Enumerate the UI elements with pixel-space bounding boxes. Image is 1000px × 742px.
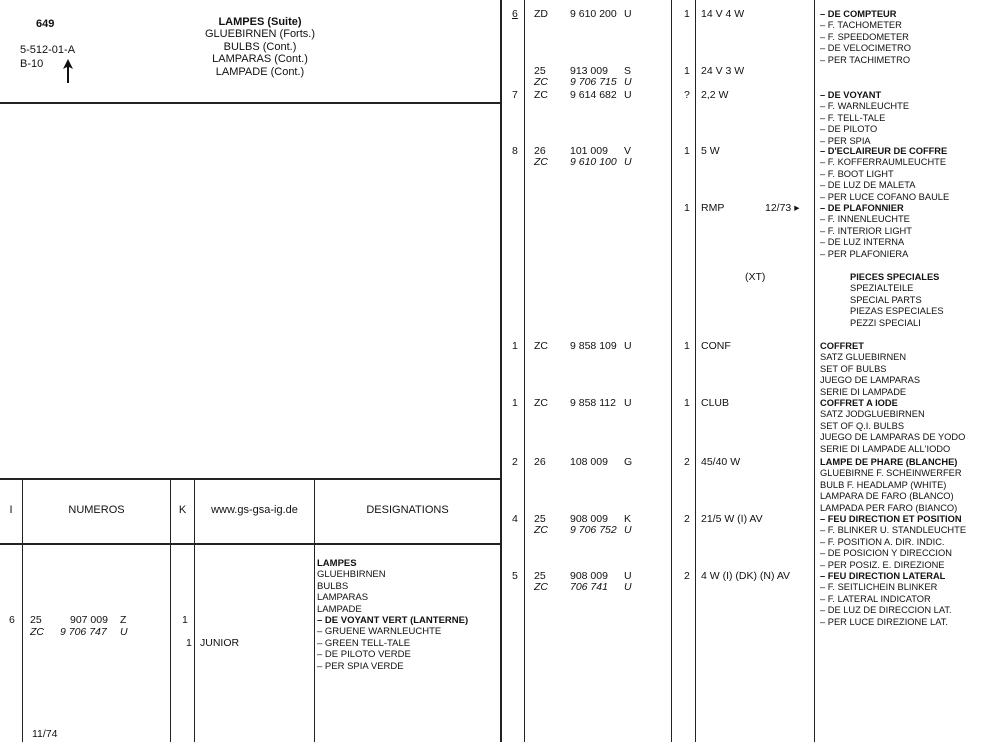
designation-line: – DE POSICION Y DIRECCION	[820, 548, 952, 559]
part-prefix: 26	[534, 145, 546, 157]
part-suffix: U	[624, 76, 632, 88]
part-prefix: ZC	[30, 626, 44, 638]
designation-block	[820, 514, 966, 571]
spec-label: (XT)	[745, 271, 766, 283]
part-prefix: ZC	[534, 89, 548, 101]
designation-line: – F. INNENLEUCHTE	[820, 214, 910, 225]
entry-index: 2	[512, 456, 518, 468]
part-number: 908 009	[570, 570, 608, 582]
part-prefix: 25	[534, 570, 546, 582]
part-number: 9 858 112	[570, 397, 616, 409]
header-divider	[0, 102, 501, 104]
spec-label: 14 V 4 W	[701, 8, 745, 20]
part-suffix: U	[624, 156, 632, 168]
designation-line: SATZ JODGLUEBIRNEN	[820, 409, 925, 420]
designation-line: – F. BOOT LIGHT	[820, 168, 894, 179]
designation-line: JUEGO DE LAMPARAS DE YODO	[820, 432, 966, 443]
part-number: 9 706 715	[570, 76, 617, 88]
designation-line: – PER TACHIMETRO	[820, 54, 911, 65]
ref-b: B-10	[20, 58, 44, 70]
designation-line: SPEZIALTEILE	[850, 283, 914, 294]
designation-block	[820, 341, 920, 398]
spec-label: 45/40 W	[701, 456, 741, 468]
designation-line: – GREEN TELL-TALE	[317, 637, 411, 649]
quantity: 2	[684, 456, 690, 468]
designation-line: – PER PLAFONIERA	[820, 248, 909, 259]
designation-line: PIEZAS ESPECIALES	[850, 306, 944, 317]
entry-index: 1	[512, 340, 518, 352]
section-title	[160, 16, 360, 78]
designation-block	[317, 558, 468, 672]
part-suffix: U	[624, 581, 632, 593]
col-divider-model-right	[814, 0, 815, 742]
part-suffix: V	[624, 145, 632, 157]
designation-line: – F. POSITION A. DIR. INDIC.	[820, 536, 945, 547]
arrow-up-icon	[62, 58, 74, 84]
title-line: LAMPADE (Cont.)	[215, 65, 305, 78]
designation-line: COFFRET	[820, 341, 864, 351]
part-number: 9 610 200	[570, 8, 617, 20]
designation-block	[820, 146, 949, 203]
designation-line: LAMPADE	[317, 603, 362, 615]
website-link[interactable]: www.gs-gsa-ig.de	[211, 504, 298, 516]
designation-line: – F. WARNLEUCHTE	[820, 101, 910, 112]
title-line: GLUEBIRNEN (Forts.)	[204, 28, 315, 41]
entry-index: 7	[512, 89, 518, 101]
part-number: 9 858 109	[570, 340, 617, 352]
designation-line: – DE LUZ DE DIRECCION LAT.	[820, 605, 952, 616]
designation-block	[820, 90, 909, 147]
designation-line: – DE COMPTEUR	[820, 9, 897, 19]
part-number: 706 741	[570, 581, 608, 593]
part-prefix: ZC	[534, 76, 548, 88]
part-prefix: ZC	[534, 397, 548, 409]
part-prefix: ZC	[534, 581, 548, 593]
title-line: BULBS (Cont.)	[223, 40, 297, 53]
quantity: ?	[684, 89, 690, 101]
spec-label: 2,2 W	[701, 89, 729, 101]
designation-line: – F. KOFFERRAUMLEUCHTE	[820, 157, 947, 168]
part-number: 9 610 100	[570, 156, 617, 168]
quantity: 1	[684, 397, 690, 409]
col-divider-i	[22, 478, 23, 742]
designation-line: – F. TACHOMETER	[820, 20, 902, 31]
part-number: 9 706 747	[60, 626, 107, 638]
col-divider-numeros-right	[671, 0, 672, 742]
designation-block	[820, 9, 911, 66]
part-suffix: U	[624, 524, 632, 536]
footer-date: 11/74	[32, 728, 58, 740]
part-number: 108 009	[570, 456, 608, 468]
col-header-k: K	[178, 504, 187, 516]
designation-line: SATZ GLUEBIRNEN	[820, 352, 907, 363]
part-prefix: 26	[534, 456, 546, 468]
designation-line: – DE PILOTO VERDE	[317, 649, 411, 661]
part-number: 913 009	[570, 65, 608, 77]
spec-label: 4 W (I) (DK) (N) AV	[701, 570, 791, 582]
col-divider-k	[194, 478, 195, 742]
designation-line: – F. LATERAL INDICATOR	[820, 593, 931, 604]
ref-code: 5-512-01-A	[20, 44, 76, 56]
spec-label: CLUB	[701, 397, 730, 409]
part-suffix: U	[624, 570, 632, 582]
designation-line: GLUEBIRNE F. SCHEINWERFER	[820, 468, 962, 479]
col-header-designations: DESIGNATIONS	[366, 504, 449, 516]
part-prefix: ZC	[534, 524, 548, 536]
page-number: 649	[36, 18, 55, 30]
table-header-bottom-line	[0, 543, 501, 545]
spec-label: 21/5 W (I) AV	[701, 513, 763, 525]
designation-line: LAMPADA PER FARO (BIANCO)	[820, 502, 958, 513]
designation-line: LAMPES	[317, 558, 357, 569]
designation-line: – PER SPIA VERDE	[317, 660, 404, 672]
designation-line: – PER SPIA	[820, 135, 871, 146]
part-suffix: U	[624, 89, 632, 101]
designation-line: JUEGO DE LAMPARAS	[820, 375, 921, 386]
left-page-right-border	[500, 0, 502, 742]
designation-line: LAMPARA DE FARO (BLANCO)	[820, 491, 954, 502]
model-label: JUNIOR	[200, 637, 240, 649]
col-divider-i-right	[524, 0, 525, 742]
designation-line: – DE LUZ DE MALETA	[820, 180, 916, 191]
designation-line: LAMPE DE PHARE (BLANCHE)	[820, 457, 958, 467]
part-number: 907 009	[70, 614, 108, 626]
part-suffix: G	[624, 456, 633, 468]
designation-line: SERIE DI LAMPADE	[820, 386, 907, 397]
designation-line: SPECIAL PARTS	[850, 294, 922, 305]
quantity: 2	[684, 570, 690, 582]
designation-line: SET OF BULBS	[820, 363, 887, 374]
spec-label: 5 W	[701, 145, 720, 157]
designation-line: – DE VOYANT	[820, 90, 882, 100]
entry-index: 1	[512, 397, 518, 409]
designation-line: – F. BLINKER U. STANDLEUCHTE	[820, 525, 967, 536]
quantity: 1	[684, 340, 690, 352]
part-suffix: S	[624, 65, 632, 77]
designation-line: LAMPARAS	[317, 592, 369, 604]
designation-block	[850, 272, 944, 329]
designation-line: BULBS	[317, 580, 349, 592]
part-prefix: 25	[534, 65, 546, 77]
entry-index: 6	[512, 8, 518, 20]
spec-label: 24 V 3 W	[701, 65, 745, 77]
part-suffix: U	[624, 397, 632, 409]
quantity: 1	[684, 202, 690, 214]
part-prefix: 25	[30, 614, 42, 626]
title-line: LAMPARAS (Cont.)	[212, 53, 308, 66]
spec-label: CONF	[701, 340, 731, 352]
part-suffix: K	[624, 513, 632, 525]
designation-line: – DE PLAFONNIER	[820, 203, 904, 213]
part-number: 908 009	[570, 513, 608, 525]
designation-line: – DE VOYANT VERT (LANTERNE)	[317, 615, 469, 627]
designation-line: – F. SEITLICHEIN BLINKER	[820, 582, 938, 593]
table-header-top-line	[0, 478, 501, 480]
quantity: 1	[186, 637, 192, 649]
designation-line: – DE VELOCIMETRO	[820, 43, 911, 54]
quantity: 1	[684, 65, 690, 77]
designation-line: – F. TELL-TALE	[820, 112, 886, 123]
part-number: 101 009	[570, 145, 608, 157]
part-prefix: ZC	[534, 156, 548, 168]
quantity: 1	[182, 614, 188, 626]
date-marker: 12/73 ▸	[765, 202, 800, 214]
designation-line: – FEU DIRECTION ET POSITION	[820, 514, 962, 524]
part-suffix: Z	[120, 614, 127, 626]
designation-line: – FEU DIRECTION LATERAL	[820, 571, 946, 581]
designation-line: – PER LUCE DIREZIONE LAT.	[820, 616, 948, 627]
col-divider-k-right	[695, 0, 696, 742]
designation-block	[820, 203, 912, 260]
designation-line: – GRUENE WARNLEUCHTE	[317, 626, 442, 638]
designation-block	[820, 398, 965, 455]
part-suffix: U	[624, 8, 632, 20]
part-prefix: 25	[534, 513, 546, 525]
col-divider-model	[314, 478, 315, 742]
designation-line: GLUEHBIRNEN	[317, 569, 386, 581]
designation-line: COFFRET A IODE	[820, 398, 898, 408]
part-number: 9 614 682	[570, 89, 617, 101]
designation-line: – D'ECLAIREUR DE COFFRE	[820, 146, 948, 156]
designation-line: BULB F. HEADLAMP (WHITE)	[820, 479, 947, 490]
entry-index: 6	[9, 614, 15, 626]
spec-label: RMP	[701, 202, 725, 214]
designation-line: – DE LUZ INTERNA	[820, 237, 905, 248]
designation-line: SERIE DI LAMPADE ALL'IODO	[820, 443, 951, 454]
quantity: 2	[684, 513, 690, 525]
designation-block	[820, 571, 952, 628]
designation-line: PIECES SPECIALES	[850, 272, 940, 282]
quantity: 1	[684, 145, 690, 157]
entry-index: 4	[512, 513, 518, 525]
designation-line: SET OF Q.I. BULBS	[820, 420, 905, 431]
entry-index: 8	[512, 145, 518, 157]
designation-line: – PER POSIZ. E. DIREZIONE	[820, 559, 945, 570]
part-prefix: ZC	[534, 340, 548, 352]
part-prefix: ZD	[534, 8, 548, 20]
col-divider-numeros	[170, 478, 171, 742]
designation-line: PEZZI SPECIALI	[850, 317, 921, 328]
part-suffix: U	[624, 340, 632, 352]
designation-line: – F. SPEEDOMETER	[820, 31, 909, 42]
col-header-numeros: NUMEROS	[68, 504, 125, 516]
col-header-i: I	[9, 504, 13, 516]
designation-line: – PER LUCE COFANO BAULE	[820, 191, 950, 202]
designation-line: – F. INTERIOR LIGHT	[820, 225, 912, 236]
designation-line: – DE PILOTO	[820, 124, 878, 135]
quantity: 1	[684, 8, 690, 20]
part-suffix: U	[120, 626, 128, 638]
designation-block	[820, 457, 962, 514]
part-number: 9 706 752	[570, 524, 617, 536]
title-line: LAMPES (Suite)	[218, 16, 302, 28]
entry-index: 5	[512, 570, 518, 582]
